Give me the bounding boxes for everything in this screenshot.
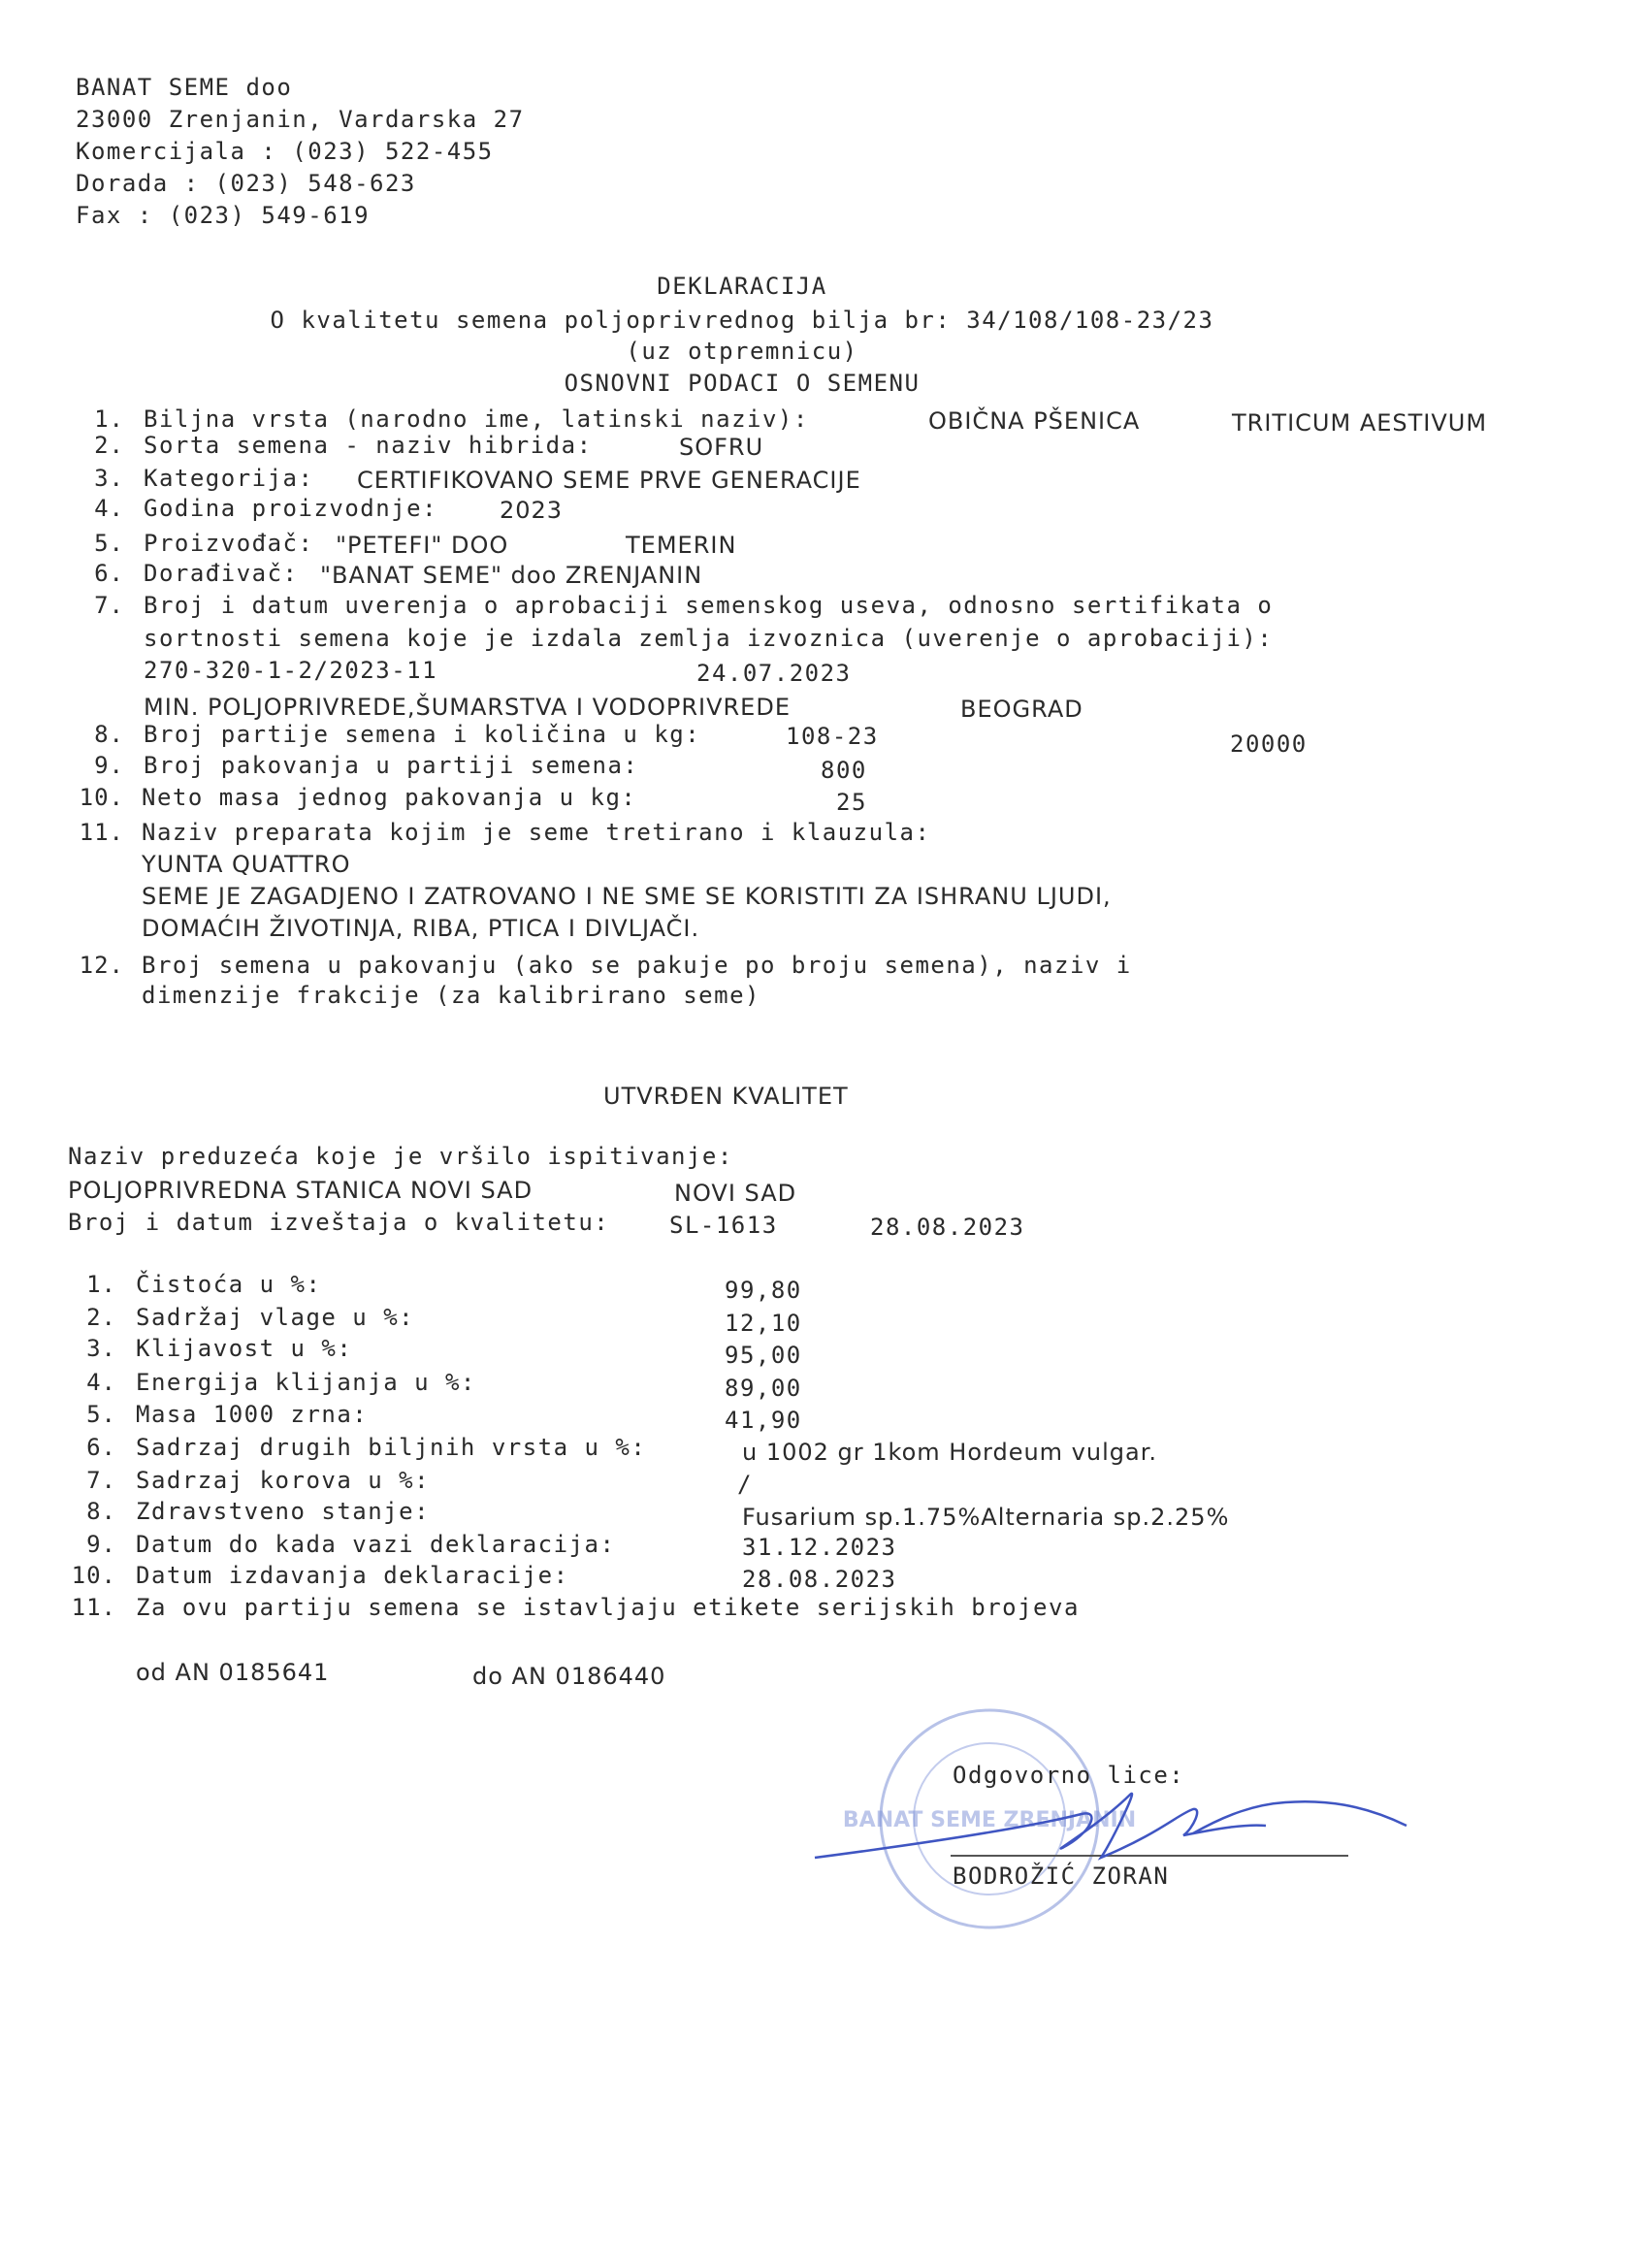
document-note: (uz otpremnicu) (626, 338, 858, 365)
responsible-person-name: BODROŽIĆ ZORAN (953, 1863, 1170, 1890)
list-number: 5. (86, 1401, 116, 1428)
list-number: 10. (71, 1562, 116, 1589)
treatment-clause: SEME JE ZAGADJENO I ZATROVANO I NE SME SE KORISTITI ZA ISHRANU LJUDI, (142, 883, 1112, 910)
item-value: 25 (836, 789, 867, 816)
list-number: 11. (79, 819, 124, 846)
item-label: Proizvođač: (144, 530, 314, 557)
quality-value: 41,90 (725, 1407, 802, 1434)
item-value: 800 (821, 757, 867, 784)
list-number: 5. (94, 530, 124, 557)
quality-value: 31.12.2023 (742, 1534, 897, 1561)
item-label: Sorta semena - naziv hibrida: (144, 432, 593, 459)
list-number: 6. (86, 1434, 116, 1461)
list-number: 8. (94, 721, 124, 748)
quality-value: 89,00 (725, 1375, 802, 1402)
item-value: "PETEFI" DOO (336, 532, 509, 559)
list-number: 8. (86, 1498, 116, 1525)
treatment-product: YUNTA QUATTRO (142, 851, 351, 878)
list-number: 3. (86, 1335, 116, 1362)
stamp-text: BANAT SEME ZRENJANIN (842, 1808, 1137, 1832)
item-text: sortnosti semena koje je izdala zemlja izvoznica (uverenje o aprobaciji): (144, 625, 1274, 652)
quality-value: Fusarium sp.1.75%Alternaria sp.2.25% (742, 1504, 1230, 1531)
quality-label: Datum izdavanja deklaracije: (136, 1562, 569, 1589)
item-label: Broj partije semena i količina u kg: (144, 721, 701, 748)
document-subtitle: O kvalitetu semena poljoprivrednog bilja br: 34/108/108-23/23 (270, 307, 1214, 334)
lab-city: NOVI SAD (674, 1180, 797, 1207)
item-value: SOFRU (679, 434, 764, 461)
item-label: Biljna vrsta (narodno ime, latinski naziv): (144, 405, 809, 433)
list-number: 11. (71, 1594, 116, 1621)
serial-from: od AN 0185641 (136, 1659, 330, 1686)
list-number: 7. (86, 1467, 116, 1494)
list-number: 2. (94, 432, 124, 459)
signature-stroke-1 (815, 1794, 1266, 1858)
quality-label: Datum do kada vazi deklaracija: (136, 1531, 616, 1558)
list-number: 12. (79, 952, 124, 979)
item-value: OBIČNA PŠENICA (928, 407, 1141, 435)
quality-value: 28.08.2023 (742, 1566, 897, 1593)
item-label: Dorađivač: (144, 560, 299, 587)
quality-label: Energija klijanja u %: (136, 1369, 476, 1396)
lot-quantity: 20000 (1230, 730, 1308, 758)
treatment-clause: DOMAĆIH ŽIVOTINJA, RIBA, PTICA I DIVLJAČI. (142, 915, 700, 942)
lab-name: POLJOPRIVREDNA STANICA NOVI SAD (68, 1177, 534, 1204)
list-number: 4. (94, 495, 124, 522)
company-processing-phone: Dorada : (023) 548-623 (76, 170, 416, 197)
report-number: SL-1613 (669, 1212, 778, 1239)
quality-label: Masa 1000 zrna: (136, 1401, 369, 1428)
item-value-latin: TRITICUM AESTIVUM (1232, 409, 1488, 437)
document-title: DEKLARACIJA (657, 273, 827, 300)
lab-label: Naziv preduzeća koje je vršilo ispitivanje: (68, 1143, 733, 1170)
company-address: 23000 Zrenjanin, Vardarska 27 (76, 106, 525, 133)
responsible-person-label: Odgovorno lice: (953, 1762, 1185, 1789)
list-number: 10. (79, 784, 124, 811)
report-date: 28.08.2023 (870, 1214, 1025, 1241)
item-label: Godina proizvodnje: (144, 495, 438, 522)
company-commercial-phone: Komercijala : (023) 522-455 (76, 138, 494, 165)
section-basic-heading: OSNOVNI PODACI O SEMENU (564, 370, 921, 397)
quality-label: Za ovu partiju semena se istavljaju etikete serijskih brojeva (136, 1594, 1080, 1621)
quality-label: Sadrzaj drugih biljnih vrsta u %: (136, 1434, 647, 1461)
list-number: 1. (94, 405, 124, 433)
certificate-city: BEOGRAD (960, 696, 1083, 723)
item-label: Naziv preparata kojim je seme tretirano i klauzula: (142, 819, 931, 846)
serial-to: do AN 0186440 (472, 1663, 666, 1690)
list-number: 7. (94, 592, 124, 619)
company-name: BANAT SEME doo (76, 74, 293, 101)
item-label: Kategorija: (144, 465, 314, 492)
item-label: Neto masa jednog pakovanja u kg: (142, 784, 637, 811)
quality-value: u 1002 gr 1kom Hordeum vulgar. (742, 1439, 1157, 1466)
list-number: 4. (86, 1369, 116, 1396)
quality-value: / (737, 1471, 753, 1498)
quality-value: 95,00 (725, 1342, 802, 1369)
company-fax: Fax : (023) 549-619 (76, 202, 371, 229)
item-text: Broj semena u pakovanju (ako se pakuje po broju semena), naziv i (142, 952, 1132, 979)
quality-label: Sadrzaj korova u %: (136, 1467, 431, 1494)
quality-label: Klijavost u %: (136, 1335, 353, 1362)
item-text: Broj i datum uverenja o aprobaciji semenskog useva, odnosno sertifikata o (144, 592, 1274, 619)
quality-label: Sadržaj vlage u %: (136, 1304, 415, 1331)
list-number: 6. (94, 560, 124, 587)
item-text: dimenzije frakcije (za kalibrirano seme) (142, 982, 760, 1009)
list-number: 3. (94, 465, 124, 492)
quality-label: Čistoća u %: (136, 1271, 322, 1298)
item-label: Broj pakovanja u partiji semena: (144, 752, 639, 779)
list-number: 9. (86, 1531, 116, 1558)
item-value: "BANAT SEME" doo ZRENJANIN (320, 562, 703, 589)
section-quality-heading: UTVRĐEN KVALITET (603, 1083, 849, 1110)
item-value: CERTIFIKOVANO SEME PRVE GENERACIJE (357, 467, 861, 494)
report-label: Broj i datum izveštaja o kvalitetu: (68, 1209, 610, 1236)
lot-number: 108-23 (786, 723, 879, 750)
list-number: 1. (86, 1271, 116, 1298)
item-value-city: TEMERIN (626, 532, 737, 559)
quality-value: 12,10 (725, 1310, 802, 1337)
list-number: 2. (86, 1304, 116, 1331)
certificate-issuer: MIN. POLJOPRIVREDE,ŠUMARSTVA I VODOPRIVREDE (144, 694, 791, 721)
item-value: 2023 (500, 497, 564, 524)
quality-value: 99,80 (725, 1277, 802, 1304)
list-number: 9. (94, 752, 124, 779)
certificate-number: 270-320-1-2/2023-11 (144, 657, 438, 684)
quality-label: Zdravstveno stanje: (136, 1498, 431, 1525)
certificate-date: 24.07.2023 (696, 660, 852, 687)
